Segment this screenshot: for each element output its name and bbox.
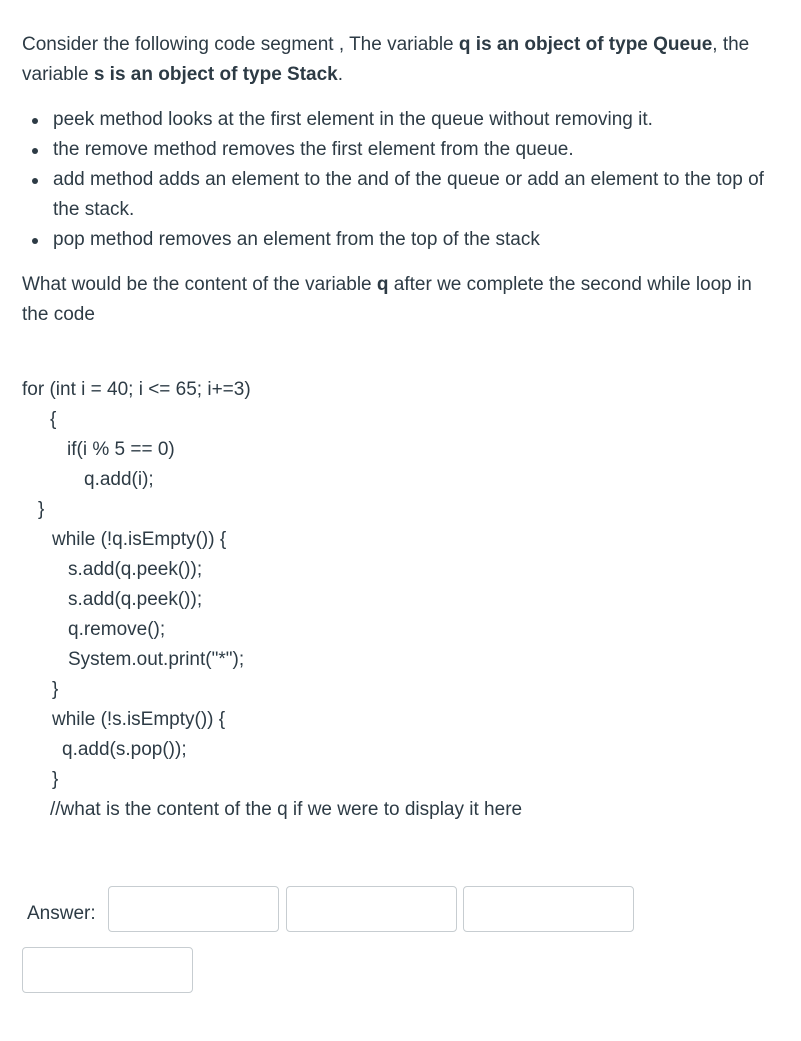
method-list [22, 105, 792, 255]
code-line: q.remove(); [68, 619, 166, 640]
intro-text-2: , the variable [22, 34, 750, 85]
code-line: s.add(q.peek()); [68, 559, 203, 580]
answer-input-2[interactable] [286, 886, 457, 932]
list-item: add method adds an element to the and of the queue or add an element to the top of the stack. [22, 165, 792, 225]
code-line: while (!s.isEmpty()) { [52, 709, 226, 730]
answer-input-1[interactable] [108, 886, 279, 932]
code-line: //what is the content of the q if we were to display it here [50, 799, 523, 820]
answer-input-4[interactable] [22, 947, 193, 993]
list-item: pop method removes an element from the top of the stack [22, 225, 792, 255]
code-line: System.out.print("*"); [68, 649, 245, 670]
code-line: } [52, 679, 59, 700]
intro-stack-bold: s is an object of type Stack [93, 64, 338, 85]
code-line: q.add(i); [84, 469, 154, 490]
code-line: { [50, 409, 57, 430]
code-line: while (!q.isEmpty()) { [52, 529, 227, 550]
question-text-2: after we complete the second while loop in the code [22, 274, 752, 325]
code-line: for (int i = 40; i <= 65; i+=3) [22, 379, 251, 400]
question-q-bold: q [376, 274, 389, 295]
list-item: the remove method removes the first element from the queue. [22, 135, 792, 165]
intro-text-3: . [337, 64, 344, 85]
code-line: } [52, 769, 59, 790]
code-line: } [38, 499, 45, 520]
code-line: q.add(s.pop()); [62, 739, 187, 760]
answer-input-3[interactable] [463, 886, 634, 932]
intro-paragraph [22, 30, 782, 90]
question-text: What would be the content of the variable [22, 274, 377, 295]
question-paragraph [22, 270, 782, 330]
code-line: s.add(q.peek()); [68, 589, 203, 610]
intro-text: Consider the following code segment , The variable [22, 34, 459, 55]
list-item: peek method looks at the first element in the queue without removing it. [22, 105, 792, 135]
answer-label: Answer: [27, 903, 96, 924]
code-line: if(i % 5 == 0) [67, 439, 175, 460]
intro-queue-bold: q is an object of type Queue [458, 34, 713, 55]
